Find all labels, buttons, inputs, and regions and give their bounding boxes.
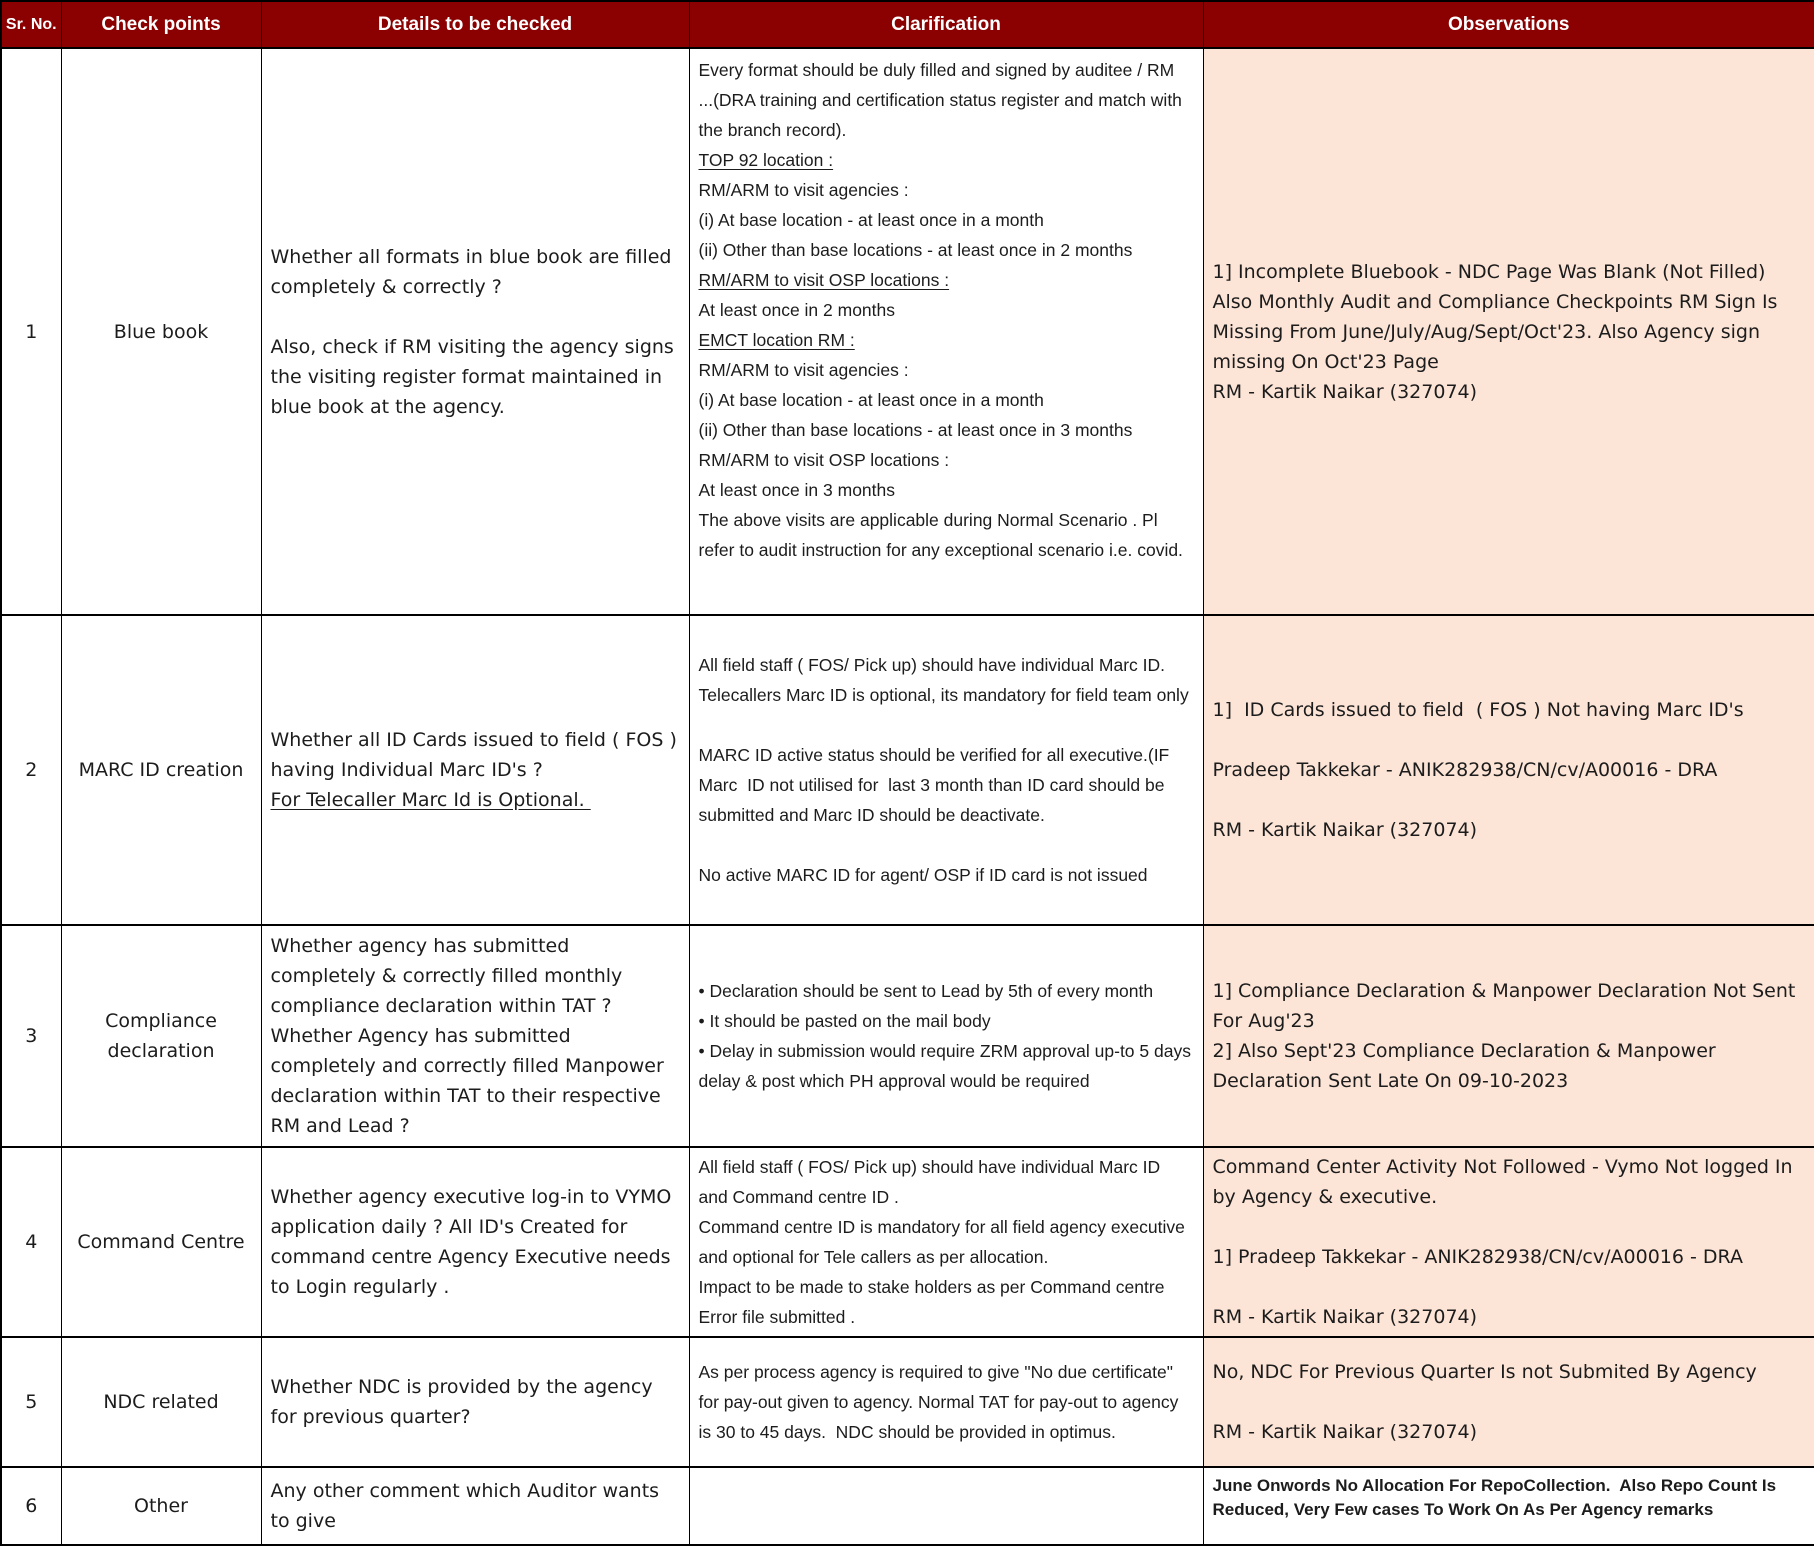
- text-line: RM - Kartik Naikar (327074): [1212, 819, 1478, 841]
- cell-observations: [1203, 1467, 1814, 1545]
- cell-sr-no: 3: [1, 925, 61, 1147]
- cell-sr-no: 6: [1, 1467, 61, 1545]
- text-line: EMCT location RM :: [698, 330, 855, 350]
- cell-clarification: [689, 1467, 1203, 1545]
- text-line: [1213, 1272, 1806, 1302]
- text-line: June Onwords No Allocation For RepoCollection. Also Repo Count Is Reduced, Very Few cases To Work On As Per Agency remarks: [1212, 1476, 1781, 1519]
- cell-clarification: [689, 48, 1203, 615]
- cell-details: [261, 1337, 689, 1467]
- text-line: 2] Also Sept'23 Compliance Declaration & Manpower Declaration Sent Late On 09-10-2023: [1212, 1040, 1722, 1092]
- table-row: [1, 925, 1814, 1147]
- text-line: [1213, 1387, 1806, 1417]
- text-line: RM - Kartik Naikar (327074): [1212, 1306, 1478, 1328]
- cell-sr-no: 2: [1, 615, 61, 925]
- cell-details: [261, 1147, 689, 1337]
- table-body: [1, 48, 1814, 1545]
- text-line: [271, 302, 680, 332]
- text-line: Command centre ID is mandatory for all field agency executive and optional for Tele callers as per allocation.: [698, 1217, 1190, 1267]
- text-line: RM - Kartik Naikar (327074): [1212, 380, 1478, 403]
- table-row: [1, 1467, 1814, 1545]
- text-line: RM/ARM to visit OSP locations :: [698, 270, 950, 290]
- text-line: RM/ARM to visit agencies :: [698, 180, 909, 200]
- text-line: 1] Incomplete Bluebook - NDC Page Was Blank (Not Filled) Also Monthly Audit and Compliance Checkpoints RM Sign Is Missing From June/July/Aug/Sept/Oct'23. Also Agency sign missing On Oct'23 Page: [1212, 260, 1784, 373]
- text-line: TOP 92 location :: [698, 150, 834, 170]
- text-line: 1] ID Cards issued to field ( FOS ) Not having Marc ID's: [1212, 699, 1744, 721]
- cell-observations: [1203, 48, 1814, 615]
- cell-observations: [1203, 1147, 1814, 1337]
- col-header-sr-no: Sr. No.: [1, 1, 61, 48]
- text-line: (i) At base location - at least once in a month: [698, 390, 1044, 410]
- text-line: Whether agency executive log-in to VYMO application daily ? All ID's Created for command centre Agency Executive needs to Login regularly .: [270, 1186, 678, 1298]
- text-line: At least once in 2 months: [698, 300, 895, 320]
- text-line: [1213, 725, 1806, 755]
- text-line: All field staff ( FOS/ Pick up) should have individual Marc ID. Telecallers Marc ID is optional, its mandatory for field team only: [698, 655, 1189, 705]
- text-line: [1213, 1212, 1806, 1242]
- text-line: (ii) Other than base locations - at least once in 2 months: [698, 240, 1133, 260]
- cell-check-point: NDC related: [61, 1337, 261, 1467]
- text-line: All field staff ( FOS/ Pick up) should have individual Marc ID and Command centre ID .: [698, 1157, 1166, 1207]
- text-line: For Telecaller Marc Id is Optional.: [270, 789, 591, 811]
- text-line: Also, check if RM visiting the agency signs the visiting register format maintained in blue book at the agency.: [270, 335, 680, 418]
- text-line: RM - Kartik Naikar (327074): [1212, 1421, 1478, 1443]
- text-line: The above visits are applicable during Normal Scenario . Pl refer to audit instruction for any exceptional scenario i.e. covid.: [698, 510, 1183, 560]
- text-line: Command Center Activity Not Followed - Vymo Not logged In by Agency & executive.: [1212, 1156, 1799, 1208]
- text-line: 1] Compliance Declaration & Manpower Declaration Not Sent For Aug'23: [1212, 980, 1802, 1032]
- cell-check-point: Blue book: [61, 48, 261, 615]
- text-line: • Delay in submission would require ZRM approval up-to 5 days delay & post which PH approval would be required: [698, 1041, 1196, 1091]
- table-row: [1, 1147, 1814, 1337]
- text-line: 1] Pradeep Takkekar - ANIK282938/CN/cv/A00016 - DRA: [1212, 1246, 1743, 1268]
- text-line: [699, 710, 1194, 740]
- text-line: Impact to be made to stake holders as per Command centre Error file submitted .: [698, 1277, 1170, 1327]
- text-line: No active MARC ID for agent/ OSP if ID card is not issued: [698, 865, 1148, 885]
- col-header-clarification: Clarification: [689, 1, 1203, 48]
- cell-details: [261, 615, 689, 925]
- cell-observations: [1203, 925, 1814, 1147]
- text-line: (i) At base location - at least once in a month: [698, 210, 1044, 230]
- text-line: Pradeep Takkekar - ANIK282938/CN/cv/A00016 - DRA: [1212, 759, 1718, 781]
- text-line: [1213, 785, 1806, 815]
- text-line: Every format should be duly filled and signed by auditee / RM ...(DRA training and certification status register and match with the branch record).: [698, 60, 1187, 140]
- text-line: (ii) Other than base locations - at least once in 3 months: [698, 420, 1133, 440]
- cell-details: [261, 48, 689, 615]
- cell-clarification: [689, 615, 1203, 925]
- text-line: At least once in 3 months: [698, 480, 895, 500]
- col-header-check-points: Check points: [61, 1, 261, 48]
- col-header-observations: Observations: [1203, 1, 1814, 48]
- cell-sr-no: 4: [1, 1147, 61, 1337]
- cell-check-point: Command Centre: [61, 1147, 261, 1337]
- text-line: Whether agency has submitted completely & correctly filled monthly compliance declaration within TAT ? Whether Agency has submitted completely and correctly filled Manpower declaration within TAT to their respective RM and Lead ?: [270, 935, 670, 1137]
- cell-check-point: Other: [61, 1467, 261, 1545]
- table-row: [1, 48, 1814, 615]
- text-line: Whether all ID Cards issued to field ( FOS ) having Individual Marc ID's ?: [270, 729, 683, 781]
- text-line: [699, 830, 1194, 860]
- header-row: [1, 1, 1814, 48]
- cell-sr-no: 1: [1, 48, 61, 615]
- cell-check-point: MARC ID creation: [61, 615, 261, 925]
- text-line: RM/ARM to visit OSP locations :: [698, 450, 950, 470]
- cell-observations: [1203, 1337, 1814, 1467]
- text-line: No, NDC For Previous Quarter Is not Submited By Agency: [1212, 1361, 1757, 1383]
- text-line: Whether NDC is provided by the agency for previous quarter?: [270, 1376, 659, 1428]
- text-line: RM/ARM to visit agencies :: [698, 360, 909, 380]
- cell-details: [261, 925, 689, 1147]
- text-line: MARC ID active status should be verified for all executive.(IF Marc ID not utilised for last 3 month than ID card should be submitted and Marc ID should be deactivate.: [698, 745, 1175, 825]
- text-line: Any other comment which Auditor wants to give: [270, 1480, 666, 1532]
- cell-sr-no: 5: [1, 1337, 61, 1467]
- cell-observations: [1203, 615, 1814, 925]
- table-row: [1, 1337, 1814, 1467]
- col-header-details: Details to be checked: [261, 1, 689, 48]
- cell-clarification: [689, 925, 1203, 1147]
- text-line: • Declaration should be sent to Lead by 5th of every month: [698, 981, 1154, 1001]
- text-line: • It should be pasted on the mail body: [698, 1011, 991, 1031]
- cell-details: [261, 1467, 689, 1545]
- table-row: [1, 615, 1814, 925]
- cell-check-point: Compliance declaration: [61, 925, 261, 1147]
- text-line: As per process agency is required to give "No due certificate" for pay-out given to agency. Normal TAT for pay-out to agency is 30 to 45 days. NDC should be provided in optimus.: [698, 1362, 1184, 1442]
- text-line: Whether all formats in blue book are filled completely & correctly ?: [270, 245, 678, 298]
- cell-clarification: [689, 1337, 1203, 1467]
- cell-clarification: [689, 1147, 1203, 1337]
